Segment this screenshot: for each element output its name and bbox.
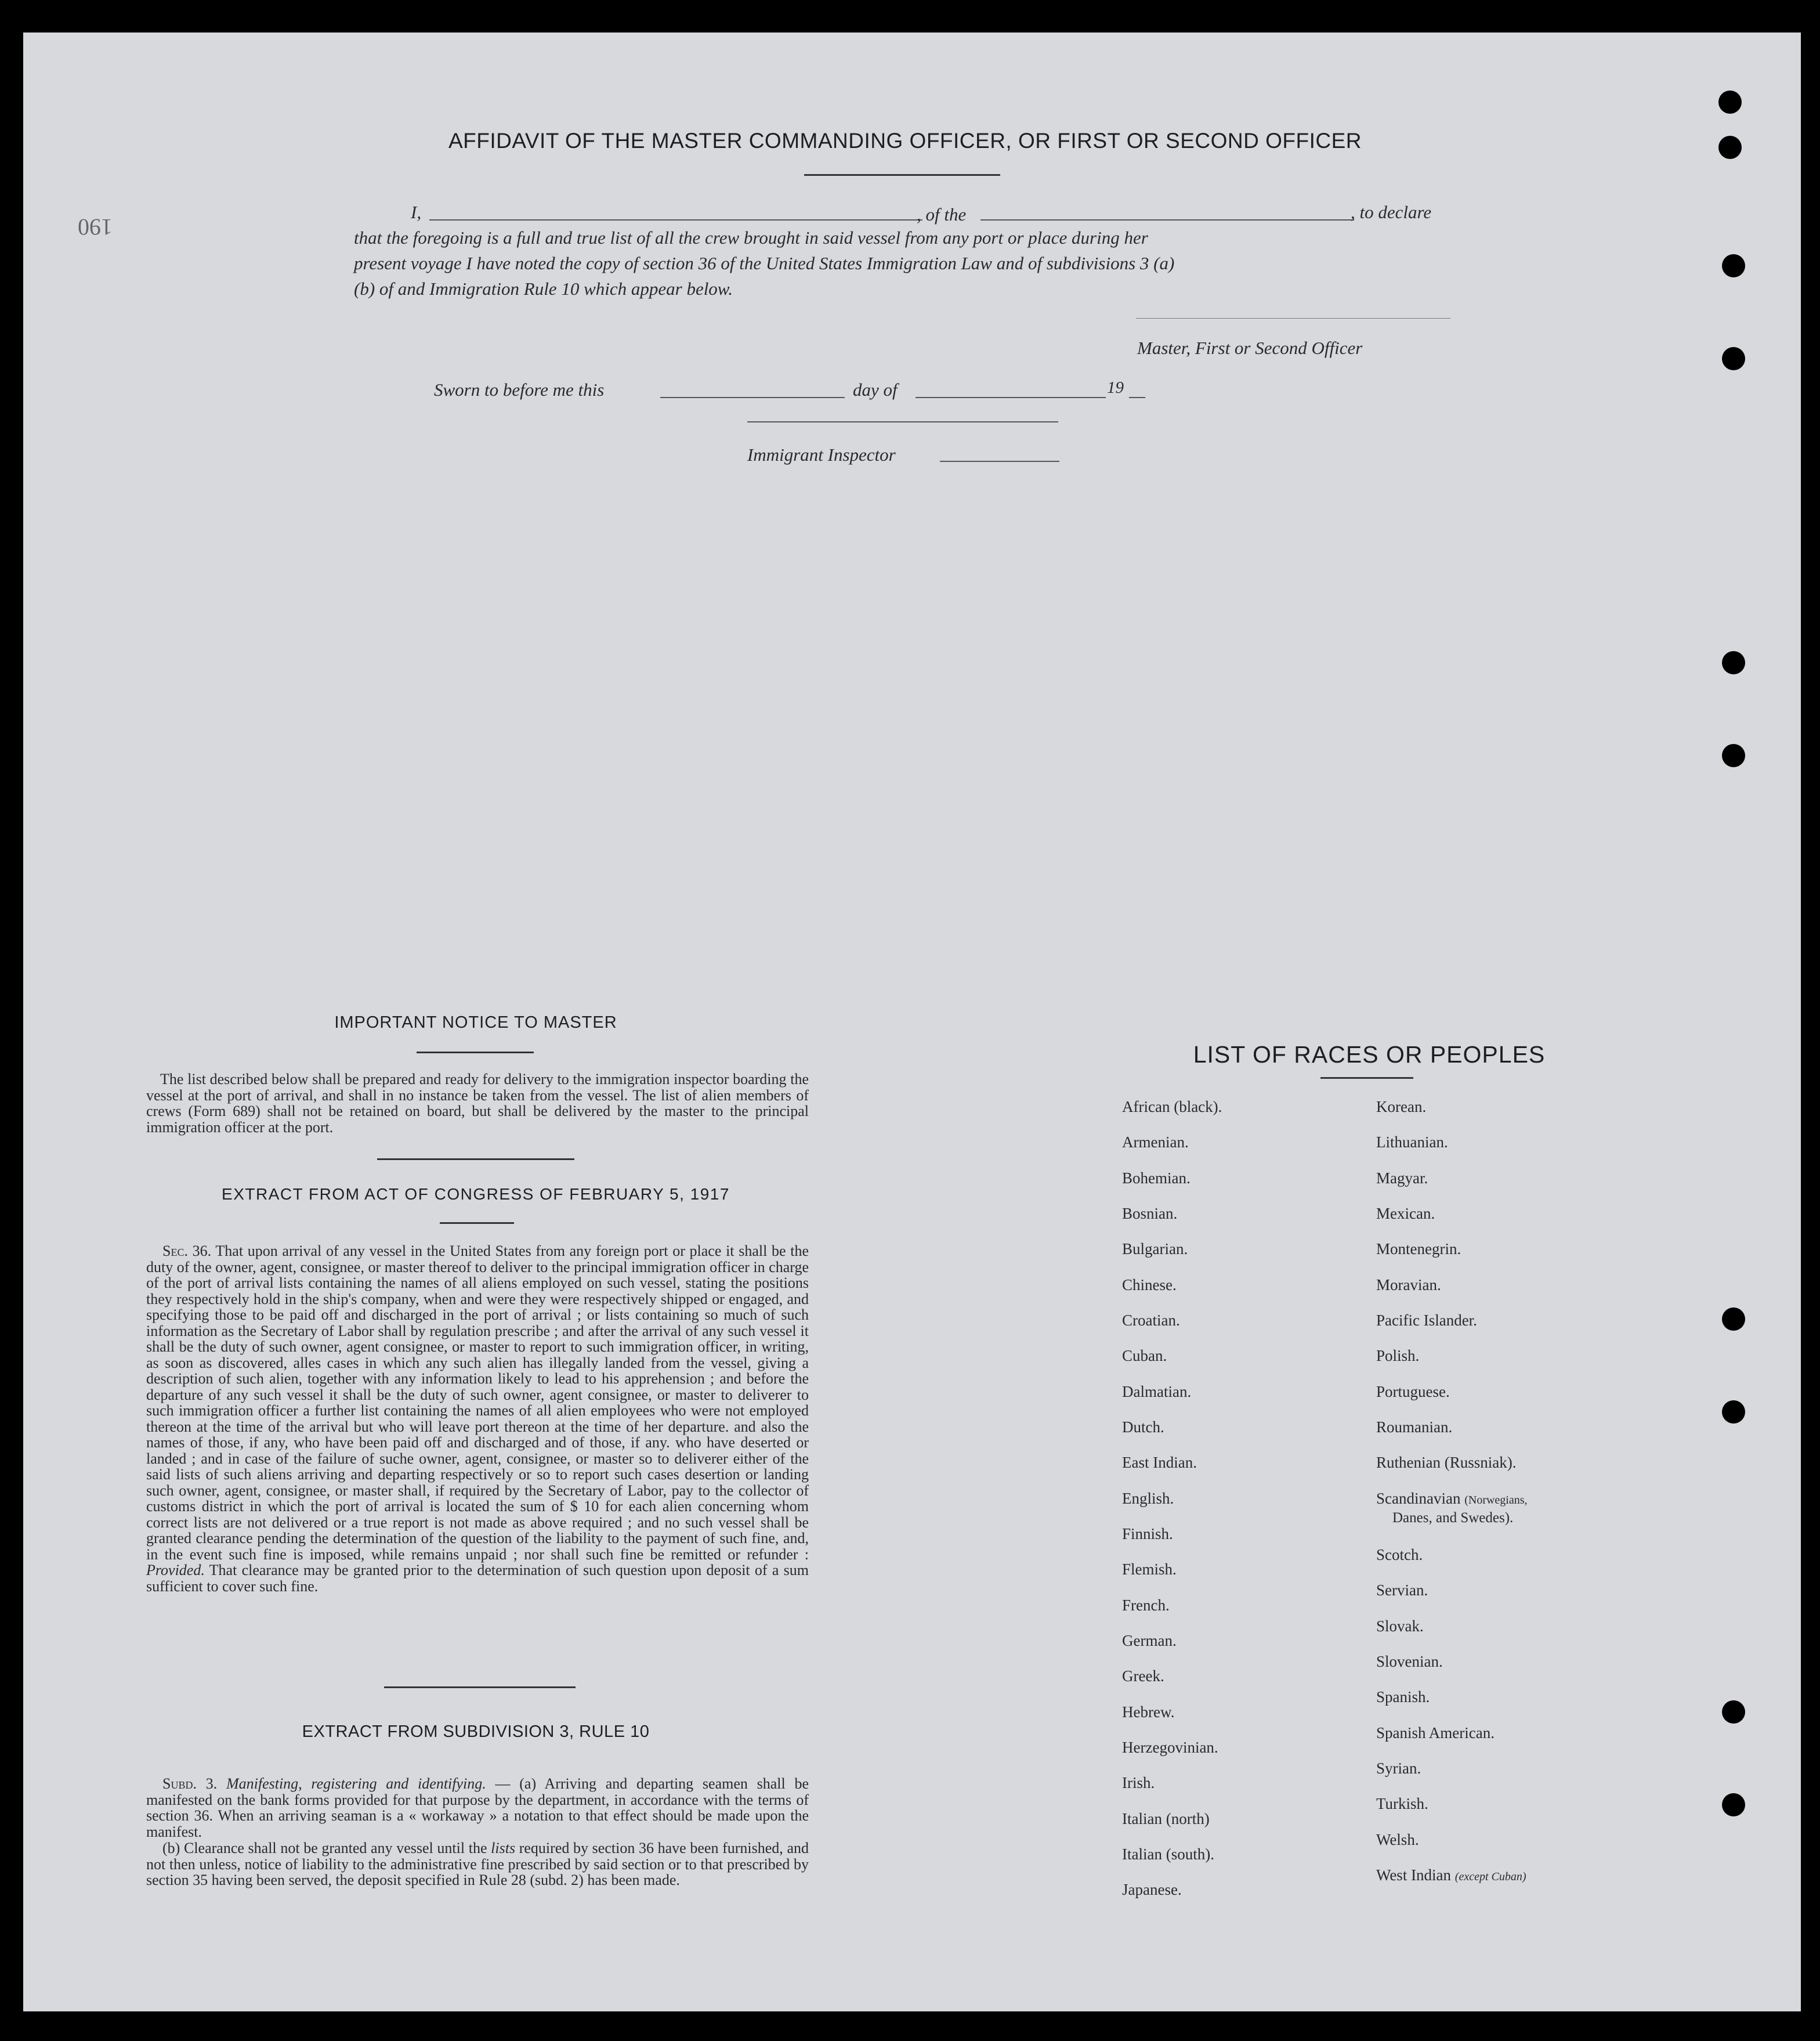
race-item: Bohemian. xyxy=(1122,1169,1191,1187)
punch-hole xyxy=(1722,1793,1745,1816)
affidavit-line-2: present voyage I have noted the copy of section 36 of the United States Immigration Law and of subdivisions 3 (a) xyxy=(354,253,1175,273)
affidavit-line-1: that the foregoing is a full and true list of all the crew brought in said vessel from any port or place during her xyxy=(354,227,1148,248)
race-item: Cuban. xyxy=(1122,1347,1167,1364)
race-item: Chinese. xyxy=(1122,1276,1177,1294)
name-blank xyxy=(429,219,922,221)
race-item: Italian (south). xyxy=(1122,1845,1214,1863)
race-item: Spanish American. xyxy=(1376,1724,1495,1742)
rule-para-b xyxy=(146,1840,809,1888)
act-text xyxy=(146,1243,809,1594)
race-item: Korean. xyxy=(1376,1098,1427,1115)
race-item: Finnish. xyxy=(1122,1525,1173,1543)
signature-label: Master, First or Second Officer xyxy=(1137,338,1363,358)
page-number: 190 xyxy=(78,214,113,240)
affidavit-line-3: (b) of and Immigration Rule 10 which appear below. xyxy=(354,279,733,299)
race-item: Bulgarian. xyxy=(1122,1240,1188,1258)
year-blank xyxy=(1129,397,1145,398)
year-label: 19 xyxy=(1107,378,1124,397)
race-item: Irish. xyxy=(1122,1774,1155,1791)
race-item: Welsh. xyxy=(1376,1831,1419,1848)
notice-title: IMPORTANT NOTICE TO MASTER xyxy=(334,1013,617,1032)
subd-label: Subd. 3. xyxy=(162,1775,218,1792)
act-underline xyxy=(440,1222,514,1224)
race-item-west-indian xyxy=(1376,1866,1526,1884)
title-underline xyxy=(804,174,1000,176)
race-item: Bosnian. xyxy=(1122,1205,1178,1222)
sec-label: Sec. 36. xyxy=(162,1242,212,1259)
race-item: Roumanian. xyxy=(1376,1418,1453,1436)
rule-para-b-end: required by section 36 have been furnished, and not then unless, notice of liability to the administrative fine prescribed by said section or to that prescribed by section 35 having been served, the deposit specified in Rule 28 (subd. 2) has been made. xyxy=(146,1840,809,1888)
race-item: Mexican. xyxy=(1376,1205,1435,1222)
race-item: Scotch. xyxy=(1376,1546,1423,1563)
race-item: Polish. xyxy=(1376,1347,1420,1364)
race-item: Ruthenian (Russniak). xyxy=(1376,1454,1517,1471)
provided-label: Provided. xyxy=(146,1562,205,1578)
notice-underline xyxy=(417,1052,534,1053)
inspector-signature-blank xyxy=(747,421,1058,422)
vessel-blank xyxy=(980,219,1354,221)
races-underline xyxy=(1320,1077,1413,1079)
race-item: Dutch. xyxy=(1122,1418,1164,1436)
punch-hole xyxy=(1722,1700,1745,1724)
inspector-label: Immigrant Inspector xyxy=(747,445,896,465)
race-item: Herzegovinian. xyxy=(1122,1739,1218,1756)
race-item: Greek. xyxy=(1122,1667,1164,1685)
rule-para-a xyxy=(146,1776,809,1840)
punch-hole xyxy=(1722,1307,1745,1331)
rule-para-b-start: (b) Clearance shall not be granted any vessel until the xyxy=(162,1840,487,1856)
race-item: Portuguese. xyxy=(1376,1383,1450,1400)
race-item: Dalmatian. xyxy=(1122,1383,1192,1400)
act-title: EXTRACT FROM ACT OF CONGRESS OF FEBRUARY 5, 1917 xyxy=(222,1185,730,1203)
race-item: African (black). xyxy=(1122,1098,1222,1115)
punch-hole xyxy=(1722,651,1745,674)
of-the-label: , of the xyxy=(917,204,967,225)
rule-para-b-lists: lists xyxy=(491,1840,516,1856)
act-body: That upon arrival of any vessel in the United States from any foreign port or place it shall be the duty of the owner, agent, consignee, or master thereof to deliver to the principal immigration officer in charge of the port of arrival lists containing the names of all aliens employed on such vessel, stating the positions they respectively hold in the ship's company, when and were they were respectively shipped or engaged, and specifying those to be paid off and discharged in the port of arrival ; or lists containing so much of such information as the Secretary of Labor shall by regulation prescribe ; and after the arrival of any such vessel it shall be the duty of such owner, agent consignee, or master to report to such immigration officer, in writing, as soon as discovered, alles cases in which any such alien has illegally landed from the vessel, giving a description of such alien, together with any information likely to lead to his apprehension ; and before the departure of any such vessel it shall be the duty of such owner, agent consignee, or master to deliverer to such immigration officer a further list containing the names of all alien employees who were not employed thereon at the time of the arrival but who will leave port thereon at the time of her departure. and also the names of those, if any, who have been paid off and discharged and of those, if any. who have deserted or landed ; and in case of the failure of suche owner, agent, consignee, or master so to deliverer either of the said lists of such aliens arriving and departing respectively or so to report such cases desertion or landing such owner, agent, consignee, or master shall, if required by the Secretary of Labor, pay to the collector of customs district in which the port of arrival is located the sum of $ 10 for each alien concerning whom correct lists are not delivered or a true report is not made as above required ; and no such vessel shall be granted clearance pending the determination of the question of the liability to the payment of such fine, and, in the event such fine is imposed, while remains unpaid ; nor shall such fine be remitted or refunder : xyxy=(146,1242,809,1563)
day-of-label: day of xyxy=(853,380,898,400)
punch-hole xyxy=(1722,1400,1745,1424)
scandinavian-label: Scandinavian xyxy=(1376,1490,1461,1507)
race-item: Flemish. xyxy=(1122,1560,1177,1578)
i-label: I, xyxy=(411,202,422,222)
race-item: Hebrew. xyxy=(1122,1703,1175,1721)
race-item: Lithuanian. xyxy=(1376,1133,1448,1151)
day-blank xyxy=(660,397,845,398)
race-item: Slovak. xyxy=(1376,1617,1424,1635)
race-item: East Indian. xyxy=(1122,1454,1197,1471)
race-item: Italian (north) xyxy=(1122,1810,1210,1827)
race-item: Croatian. xyxy=(1122,1312,1180,1329)
rule-title: EXTRACT FROM SUBDIVISION 3, RULE 10 xyxy=(302,1722,650,1741)
signature-blank xyxy=(1136,318,1450,319)
race-item: Turkish. xyxy=(1376,1795,1428,1812)
act-body-end: That clearance may be granted prior to the determination of such question upon deposit of a sum sufficient to cover such fine. xyxy=(146,1562,809,1595)
act-divider xyxy=(384,1686,576,1688)
race-item: Pacific Islander. xyxy=(1376,1312,1477,1329)
sworn-label: Sworn to before me this xyxy=(434,380,605,400)
race-item: Moravian. xyxy=(1376,1276,1441,1294)
race-item: Servian. xyxy=(1376,1581,1428,1599)
rule-para-a-text: — (a) Arriving and departing seamen shall be manifested on the bank forms provided for that purpose by the department, in accordance with the terms of section 36. When an arriving seaman is a « workaway » a notation to that effect should be made upon the manifest. xyxy=(146,1775,809,1840)
race-item: Armenian. xyxy=(1122,1133,1189,1151)
race-item: French. xyxy=(1122,1596,1170,1614)
race-item: Magyar. xyxy=(1376,1169,1428,1187)
west-indian-label: West Indian xyxy=(1376,1866,1452,1884)
races-title: LIST OF RACES OR PEOPLES xyxy=(1193,1041,1546,1068)
to-declare-label: , to declare xyxy=(1351,202,1432,222)
inspector-tail-blank xyxy=(940,461,1059,462)
scandinavian-note: (Norwegians, xyxy=(1464,1494,1528,1507)
race-item: English. xyxy=(1122,1490,1174,1507)
race-item: Japanese. xyxy=(1122,1881,1182,1898)
race-item: Montenegrin. xyxy=(1376,1240,1461,1258)
punch-hole xyxy=(1718,91,1742,114)
punch-hole xyxy=(1718,136,1742,159)
west-indian-note: (except Cuban) xyxy=(1454,1870,1526,1883)
subd-heading: Manifesting, registering and identifying. xyxy=(226,1775,486,1792)
affidavit-title: AFFIDAVIT OF THE MASTER COMMANDING OFFICER, OR FIRST OR SECOND OFFICER xyxy=(448,129,1362,153)
race-item: German. xyxy=(1122,1632,1177,1649)
notice-text: The list described below shall be prepared and ready for delivery to the immigration inspector boarding the vessel at the port of arrival, and shall in no instance be taken from the vessel. The list of alien members of crews (Form 689) shall not be retained on board, but shall be delivered by the master to the principal immigration officer at the port. xyxy=(146,1071,809,1136)
punch-hole xyxy=(1722,254,1745,277)
month-blank xyxy=(916,397,1106,398)
punch-hole xyxy=(1722,744,1745,767)
scandinavian-note-line2: Danes, and Swedes). xyxy=(1392,1510,1514,1526)
race-item-scandinavian xyxy=(1376,1490,1528,1508)
race-item: Spanish. xyxy=(1376,1688,1430,1706)
race-item: Slovenian. xyxy=(1376,1653,1443,1670)
notice-divider xyxy=(377,1158,574,1160)
punch-hole xyxy=(1722,347,1745,370)
race-item: Syrian. xyxy=(1376,1760,1421,1777)
